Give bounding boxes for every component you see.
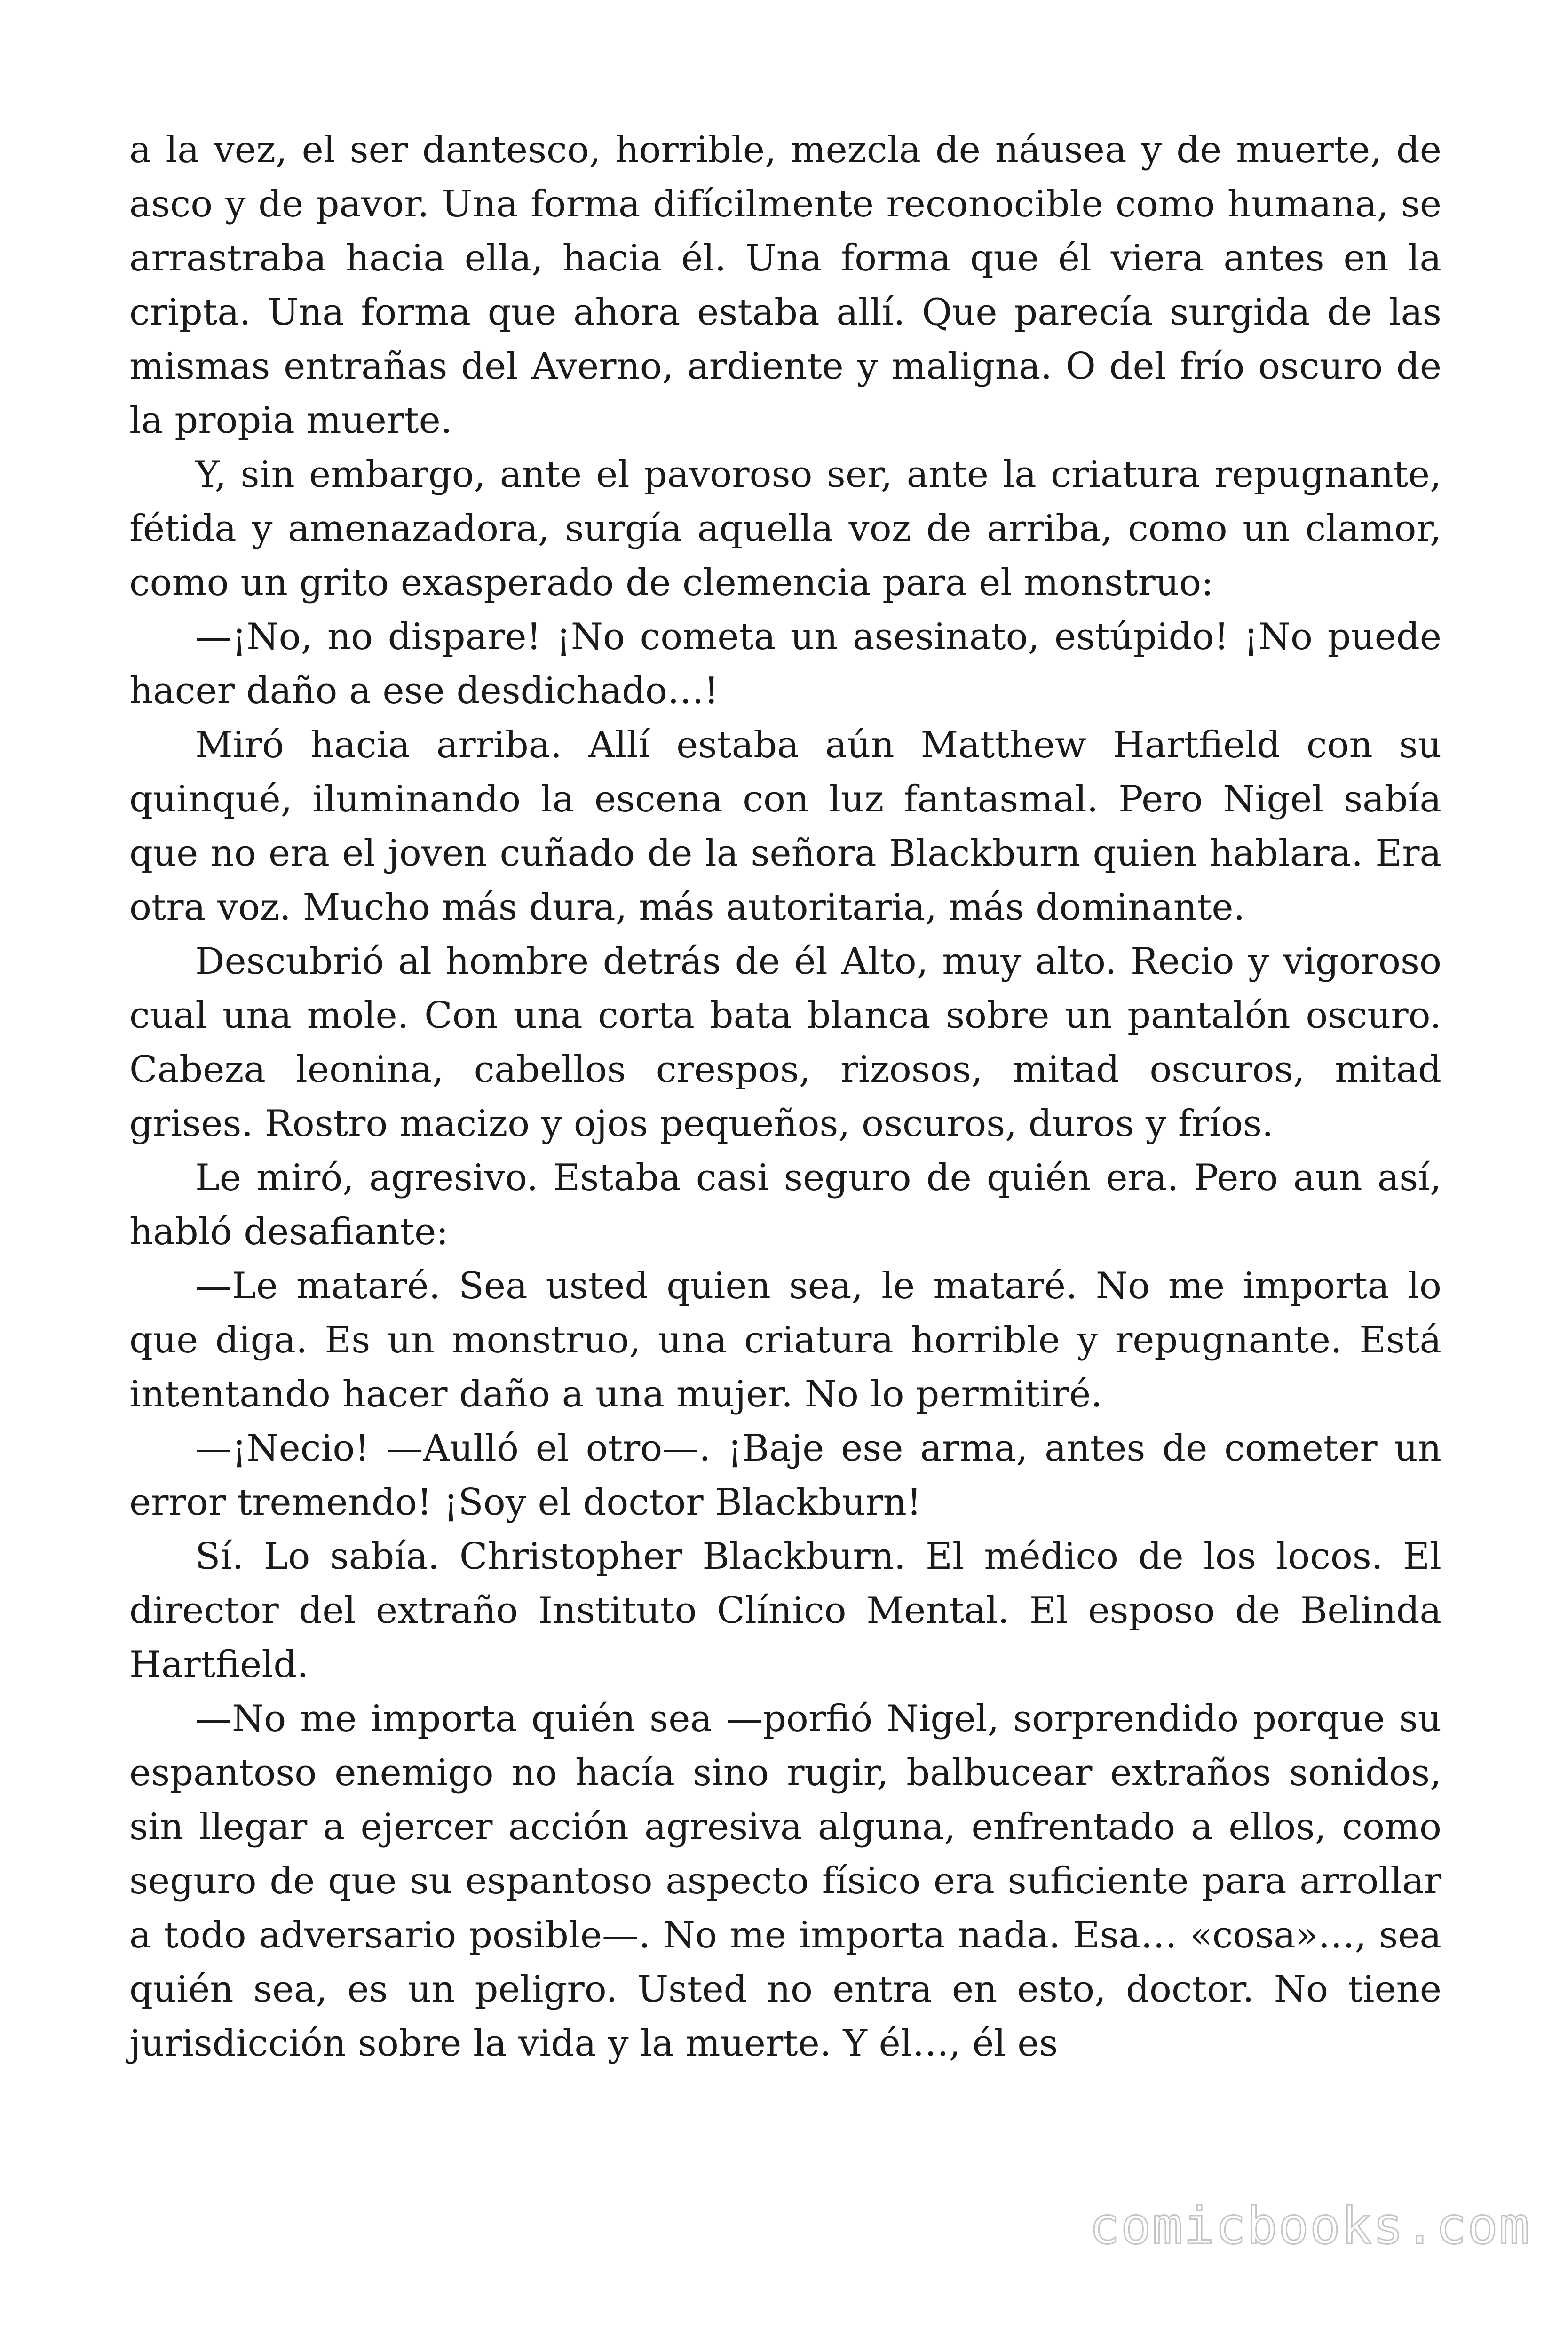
paragraph: Miró hacia arriba. Allí estaba aún Matthew Hartfield con su quinqué, iluminando la escena con luz fantasmal. Pero Nigel sabía que no era el joven cuñado de la señora Blackburn quien hablara. Era otra voz. Mucho más dura, más autoritaria, más dominante. [129, 724, 1441, 929]
paragraph: Sí. Lo sabía. Christopher Blackburn. El médico de los locos. El director del extraño Instituto Clínico Mental. El esposo de Belinda Hartfield. [129, 1535, 1441, 1686]
dialogue-paragraph: —¡Necio! —Aulló el otro—. ¡Baje ese arma, antes de cometer un error tremendo! ¡Soy el doctor Blackburn! [129, 1427, 1441, 1524]
dialogue-paragraph: —¡No, no dispare! ¡No cometa un asesinato, estúpido! ¡No puede hacer daño a ese desdichado…! [129, 616, 1441, 712]
dialogue-paragraph: —Le mataré. Sea usted quien sea, le mataré. No me importa lo que diga. Es un monstruo, una criatura horrible y repugnante. Está intentando hacer daño a una mujer. No lo permitiré. [129, 1265, 1441, 1415]
page-text [129, 123, 1441, 2071]
paragraph: Descubrió al hombre detrás de él Alto, muy alto. Recio y vigoroso cual una mole. Con una corta bata blanca sobre un pantalón oscuro. Cabeza leonina, cabellos crespos, rizosos, mitad oscuros, mitad grises. Rostro macizo y ojos pequeños, oscuros, duros y fríos. [129, 940, 1441, 1145]
paragraph: Le miró, agresivo. Estaba casi seguro de quién era. Pero aun así, habló desafiante: [129, 1157, 1441, 1253]
watermark: comicbooks.com [1089, 2197, 1530, 2256]
paragraph: Y, sin embargo, ante el pavoroso ser, ante la criatura repugnante, fétida y amenazadora, surgía aquella voz de arriba, como un clamor, como un grito exasperado de clemencia para el monstruo: [129, 453, 1441, 604]
paragraph-continuation: a la vez, el ser dantesco, horrible, mezcla de náusea y de muerte, de asco y de pavor. Una forma difícilmente reconocible como humana, se arrastraba hacia ella, hacia él. Una forma que él viera antes en la cripta. Una forma que ahora estaba allí. Que parecía surgida de las mismas entrañas del Averno, ardiente y maligna. O del frío oscuro de la propia muerte. [129, 129, 1441, 442]
dialogue-paragraph: —No me importa quién sea —porfió Nigel, sorprendido porque su espantoso enemigo no hacía sino rugir, balbucear extraños sonidos, sin llegar a ejercer acción agresiva alguna, enfrentado a ellos, como seguro de que su espantoso aspecto físico era suficiente para arrollar a todo adversario posible—. No me importa nada. Esa… «cosa»…, sea quién sea, es un peligro. Usted no entra en esto, doctor. No tiene jurisdicción sobre la vida y la muerte. Y él…, él es [129, 1698, 1441, 2065]
